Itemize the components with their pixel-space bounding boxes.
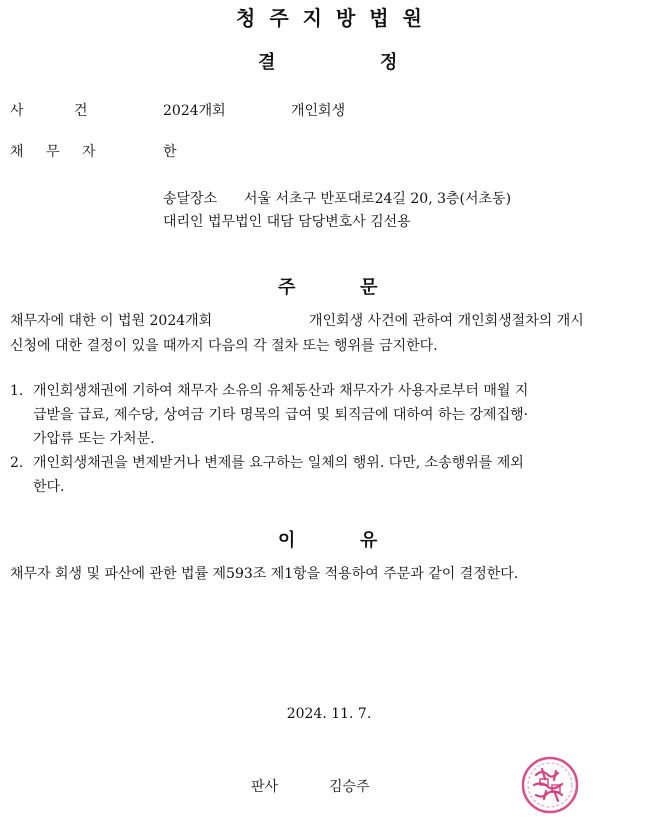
court-name: 청주지방법원 bbox=[236, 6, 436, 30]
judge-title: 판사 bbox=[251, 779, 279, 795]
order-item-2-number: 2. bbox=[10, 455, 24, 471]
order-item-1-line2: 급받을 급료, 제수당, 상여금 기타 명목의 급여 및 퇴직금에 대하여 하는 강제집행· bbox=[33, 407, 529, 423]
judge-seal-stamp bbox=[520, 755, 580, 815]
reason-heading-right: 유 bbox=[360, 530, 378, 551]
order-item-2-line2: 한다. bbox=[33, 479, 65, 495]
order-intro-line2: 신청에 대한 결정이 있을 때까지 다음의 각 절차 또는 행위를 금지한다. bbox=[10, 338, 438, 354]
service-address-label: 송달장소 bbox=[163, 191, 218, 207]
service-address: 서울 서초구 반포대로24길 20, 3층(서초동) bbox=[244, 191, 512, 207]
reason-heading-left: 이 bbox=[278, 530, 296, 551]
order-item-2-line1: 개인회생채권을 변제받거나 변제를 요구하는 일체의 행위. 다만, 소송행위를 제외 bbox=[33, 455, 524, 471]
case-type: 개인회생 bbox=[291, 103, 346, 119]
order-item-1-line3: 가압류 또는 가처분. bbox=[33, 431, 155, 447]
order-item-1-line1: 개인회생채권에 기하여 채무자 소유의 유체동산과 채무자가 사용자로부터 매월 지 bbox=[33, 383, 529, 399]
order-heading-left: 주 bbox=[278, 277, 296, 298]
decision-date: 2024. 11. 7. bbox=[286, 706, 372, 722]
case-number: 2024개회 bbox=[163, 103, 226, 119]
reason-text: 채무자 회생 및 파산에 관한 법률 제593조 제1항을 적용하여 주문과 같이 결정한다. bbox=[10, 566, 519, 582]
order-intro-line1-a: 채무자에 대한 이 법원 2024개회 bbox=[10, 313, 213, 329]
case-label: 사 건 bbox=[10, 103, 88, 119]
doc-title-left: 결 bbox=[258, 52, 276, 73]
order-intro-line1-b: 개인회생 사건에 관하여 개인회생절차의 개시 bbox=[309, 313, 584, 329]
legal-agent: 대리인 법무법인 대담 담당변호사 김선용 bbox=[163, 214, 411, 230]
debtor-name: 한 bbox=[163, 144, 177, 160]
judge-name: 김승주 bbox=[329, 779, 370, 795]
order-item-1-number: 1. bbox=[10, 383, 24, 399]
order-heading-right: 문 bbox=[360, 277, 378, 298]
debtor-label: 채 무 자 bbox=[10, 144, 96, 160]
doc-title-right: 정 bbox=[380, 52, 398, 73]
